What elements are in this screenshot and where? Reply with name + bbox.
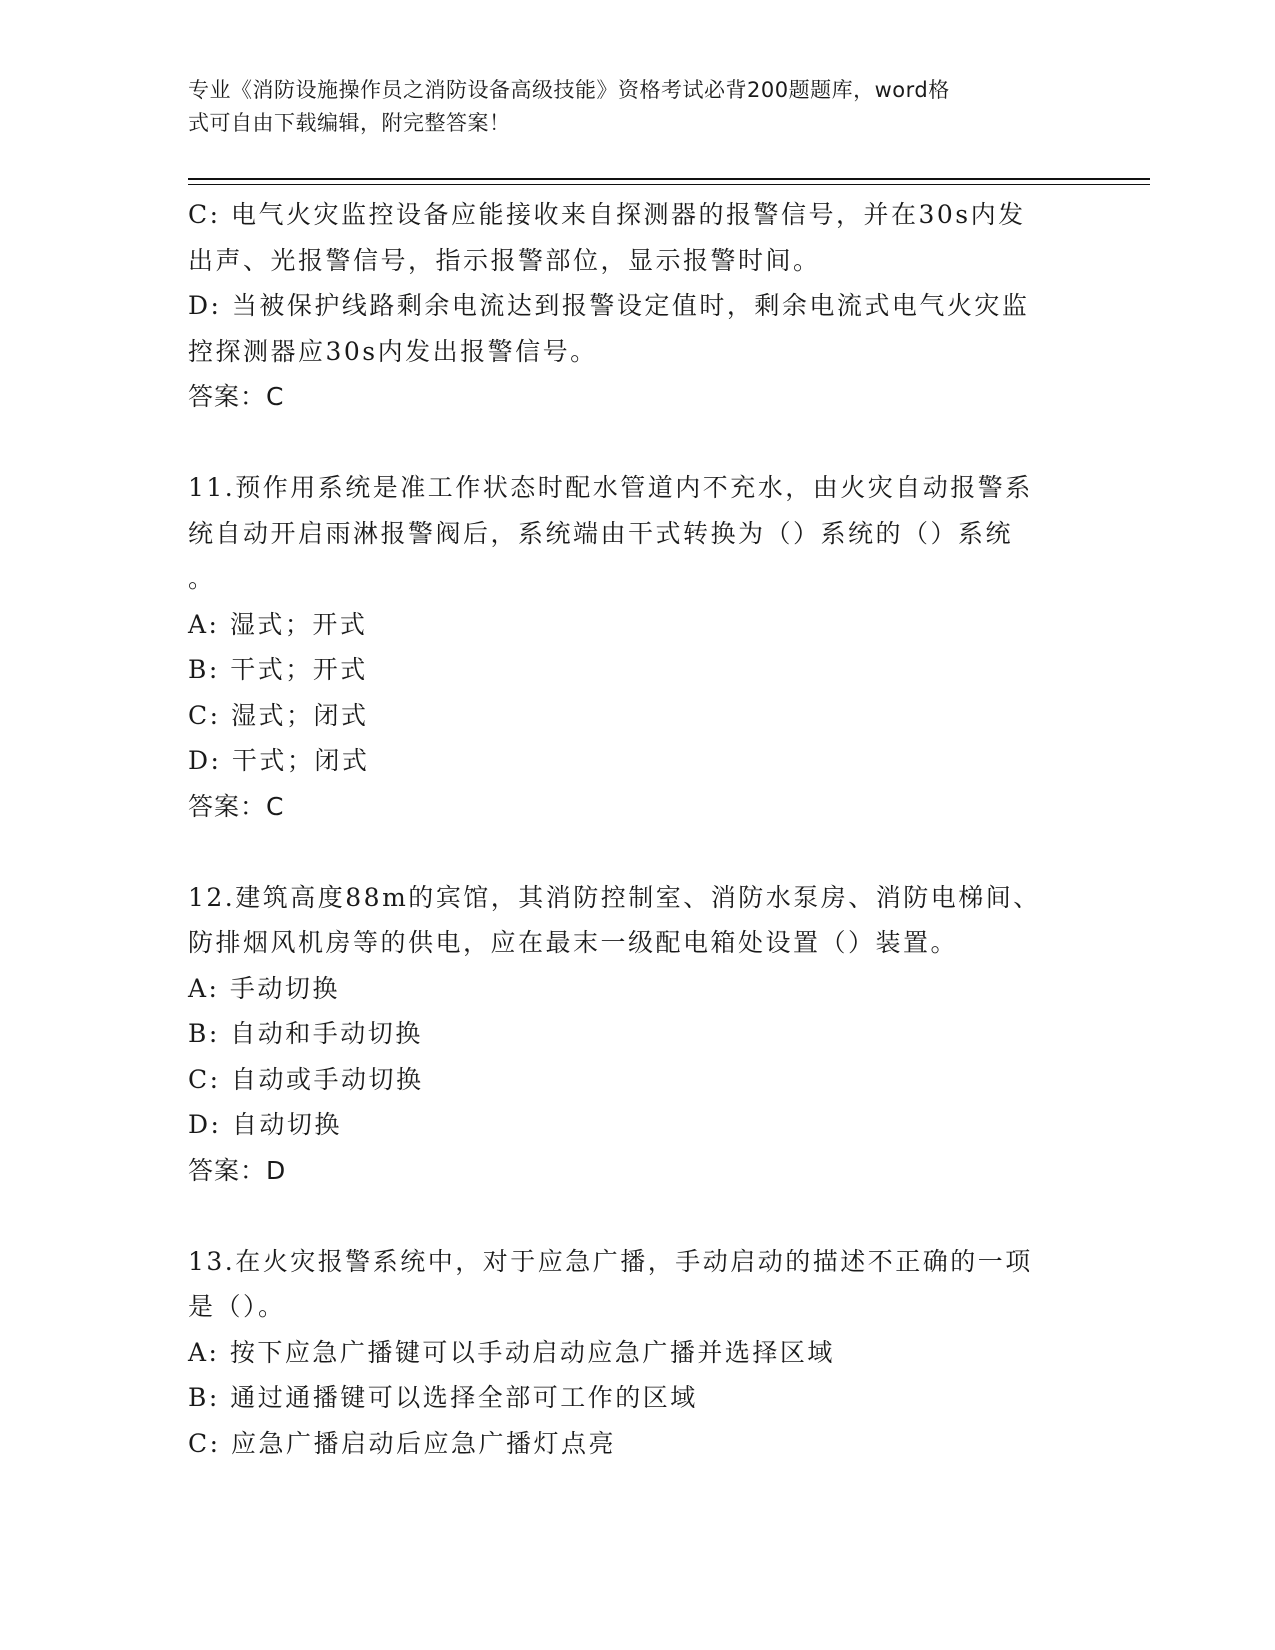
option-a: A: 湿式；开式 (188, 609, 368, 639)
option-d: D: 干式；闭式 (188, 746, 370, 775)
question-stem-continued: 防排烟风机房等的供电，应在最末一级配电箱处设置（）装置。 (188, 928, 959, 957)
document-header (188, 74, 1068, 140)
question-11 (188, 465, 1088, 829)
header-divider-thick (188, 178, 1150, 180)
question-stem: 12.建筑高度88m的宾馆，其消防控制室、消防水泵房、消防电梯间、 (188, 882, 1041, 912)
option-d: D: 自动切换 (188, 1110, 342, 1139)
option-b: B: 通过通播键可以选择全部可工作的区域 (188, 1383, 698, 1412)
option-c-continued: 出声、光报警信号，指示报警部位，显示报警时间。 (188, 245, 821, 275)
question-stem-continued: 是（）。 (188, 1292, 286, 1321)
option-d: D: 当被保护线路剩余电流达到报警设定值时，剩余电流式电气火灾监 (188, 291, 1030, 320)
question-stem: 13.在火灾报警系统中，对于应急广播，手动启动的描述不正确的一项 (188, 1246, 1033, 1276)
option-c: C: 自动或手动切换 (188, 1064, 424, 1094)
header-title-line-1: 专业《消防设施操作员之消防设备高级技能》资格考试必背200题题库，word格 (188, 78, 950, 102)
question-12 (188, 875, 1088, 1194)
question-stem: 11.预作用系统是准工作状态时配水管道内不充水，由火灾自动报警系 (188, 473, 1033, 502)
option-a: A: 手动切换 (188, 973, 340, 1003)
option-c: C: 湿式；闭式 (188, 700, 369, 730)
answer: 答案：C (188, 382, 285, 411)
option-b: B: 自动和手动切换 (188, 1019, 423, 1048)
question-list (188, 192, 1088, 1466)
option-c: C: 电气火灾监控设备应能接收来自探测器的报警信号，并在30s内发 (188, 200, 1026, 229)
question-stem-continued: 。 (188, 564, 216, 593)
header-divider-thin (188, 184, 1150, 185)
option-d-continued: 控探测器应30s内发出报警信号。 (188, 336, 598, 366)
header-title-line-2: 式可自由下载编辑，附完整答案！ (188, 111, 511, 135)
option-c: C: 应急广播启动后应急广播灯点亮 (188, 1428, 616, 1458)
question-stem-continued: 统自动开启雨淋报警阀后，系统端由干式转换为（）系统的（）系统 (188, 518, 1014, 548)
option-a: A: 按下应急广播键可以手动启动应急广播并选择区域 (188, 1337, 835, 1367)
answer: 答案：C (188, 791, 285, 821)
answer: 答案：D (188, 1155, 287, 1185)
option-b: B: 干式；开式 (188, 655, 368, 684)
question-13 (188, 1239, 1088, 1467)
question-10-remainder (188, 192, 1088, 420)
